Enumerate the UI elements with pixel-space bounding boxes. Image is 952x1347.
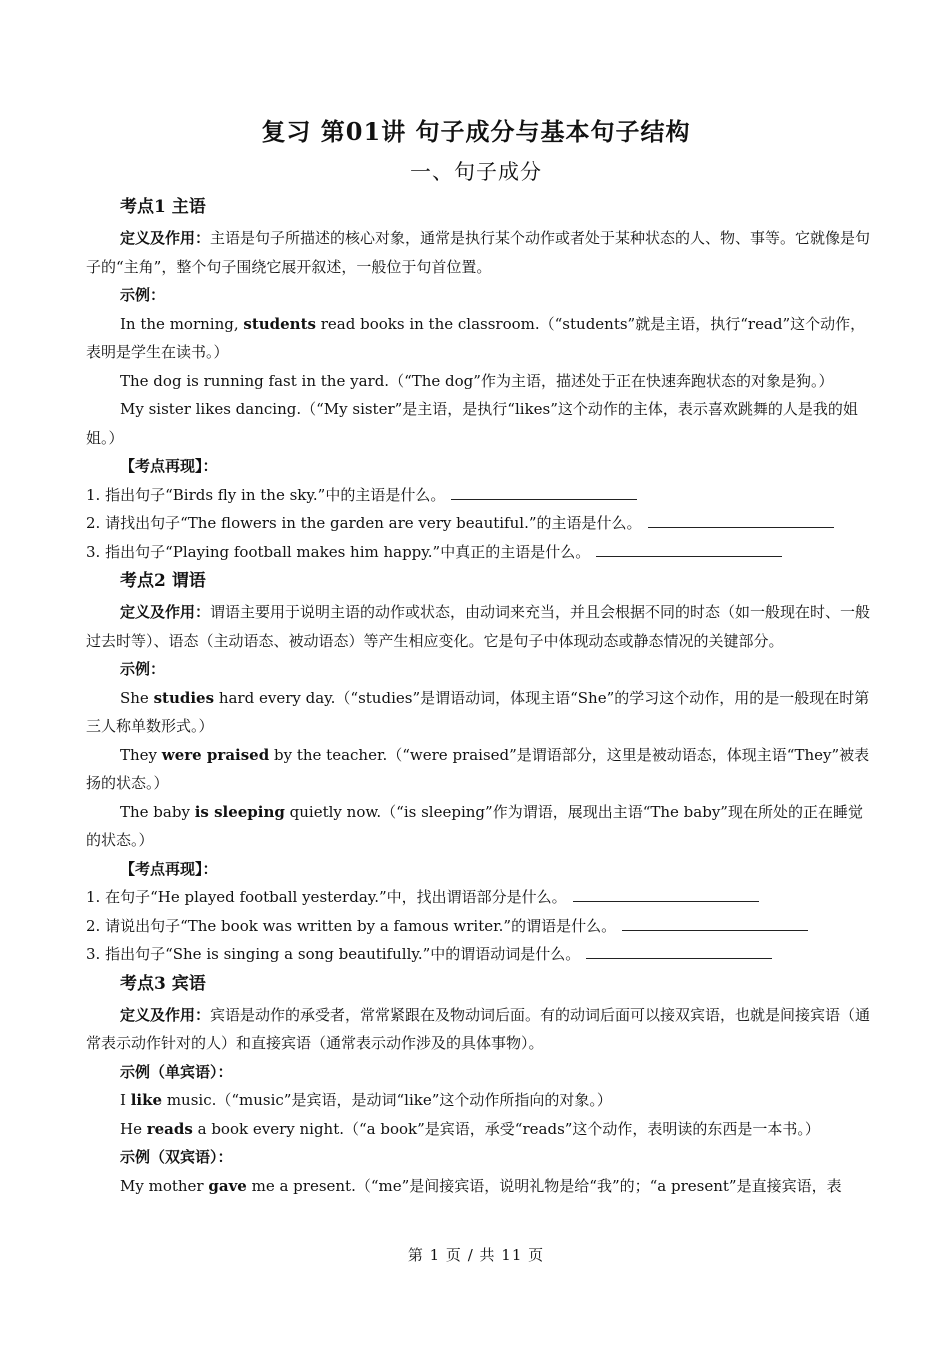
question-text: 2. 请说出句子“The book was written by a famous writer.”的谓语是什么。	[86, 916, 617, 935]
example-label-single: 示例（单宾语）：	[120, 1062, 233, 1081]
example-text: He	[120, 1119, 147, 1138]
review-question	[86, 912, 871, 941]
example-text: My sister likes dancing.（“My sister”是主语，是执行“likes”这个动作的主体，表示喜欢跳舞的人是我的姐姐。）	[86, 400, 858, 447]
question-text: 1. 在句子“He played football yesterday.”中，找出谓语部分是什么。	[86, 888, 567, 906]
kaodian-3-definition	[86, 1001, 871, 1058]
question-text: 2. 请找出句子“The flowers in the garden are very beautiful.”的主语是什么。	[86, 514, 642, 532]
example-text: music.（“music”是宾语，是动词“like”这个动作所指向的对象。）	[162, 1091, 612, 1109]
definition-text: 宾语是动作的承受者，常常紧跟在及物动词后面。有的动词后面可以接双宾语，也就是间接宾语（通常表示动作针对的人）和直接宾语（通常表示动作涉及的具体事物）。	[86, 1005, 871, 1052]
example-text: She	[120, 688, 154, 707]
example-sentence	[86, 367, 871, 396]
example-text: I	[120, 1091, 131, 1109]
example-bold: studies	[153, 688, 215, 707]
definition-label: 定义及作用：	[120, 603, 211, 621]
answer-blank[interactable]	[573, 887, 759, 902]
kaodian-2-definition	[86, 598, 871, 655]
example-text: The baby	[120, 802, 195, 821]
example-sentence	[86, 1086, 871, 1115]
page-title: 复习 第01讲 句子成分与基本句子结构	[261, 117, 691, 146]
kaodian-1-definition	[86, 224, 871, 281]
review-question	[86, 940, 871, 969]
example-sentence	[86, 395, 871, 452]
example-sentence	[86, 684, 871, 741]
section-subtitle: 一、句子成分	[410, 160, 542, 184]
example-bold: gave	[208, 1176, 247, 1195]
answer-blank[interactable]	[586, 944, 772, 959]
example-sentence	[86, 1115, 871, 1144]
answer-blank[interactable]	[622, 916, 808, 931]
review-question	[86, 883, 871, 912]
answer-blank[interactable]	[596, 542, 782, 557]
kaodian-3-heading: 考点3 宾语	[120, 973, 206, 994]
example-bold: like	[130, 1091, 163, 1109]
example-label: 示例：	[120, 660, 166, 678]
review-question	[86, 481, 871, 510]
example-label-double: 示例（双宾语）：	[120, 1148, 233, 1166]
page-footer: 第 1 页 / 共 11 页	[407, 1246, 545, 1264]
question-text: 3. 指出句子“Playing football makes him happy.”中真正的主语是什么。	[86, 542, 591, 561]
kaodian-2-heading: 考点2 谓语	[120, 571, 206, 591]
example-label: 示例：	[120, 286, 166, 304]
answer-blank[interactable]	[648, 513, 834, 528]
page-content	[86, 192, 871, 1200]
example-sentence	[86, 741, 871, 798]
definition-text: 谓语主要用于说明主语的动作或状态，由动词来充当，并且会根据不同的时态（如一般现在时、一般过去时等）、语态（主动语态、被动语态）等产生相应变化。它是句子中体现动态或静态情况的关键部分。	[86, 603, 871, 650]
example-text: The dog is running fast in the yard.（“The dog”作为主语，描述处于正在快速奔跑状态的对象是狗。）	[120, 371, 834, 390]
question-text: 3. 指出句子“She is singing a song beautifully.”中的谓语动词是什么。	[86, 945, 581, 963]
example-bold: were praised	[161, 745, 270, 764]
definition-label: 定义及作用：	[120, 229, 211, 247]
example-bold: students	[243, 314, 316, 333]
kaodian-1-heading: 考点1 主语	[120, 197, 206, 217]
review-question	[86, 509, 871, 538]
definition-text: 主语是句子所描述的核心对象，通常是执行某个动作或者处于某种状态的人、物、事等。它就像是句子的“主角”，整个句子围绕它展开叙述，一般位于句首位置。	[86, 229, 871, 276]
example-text: a book every night.（“a book”是宾语，承受“reads”这个动作，表明读的东西是一本书。）	[192, 1119, 820, 1138]
example-sentence	[86, 1172, 871, 1201]
review-question	[86, 538, 871, 567]
answer-blank[interactable]	[451, 485, 637, 500]
example-bold: reads	[146, 1119, 193, 1138]
example-text: read books in the classroom.（“students”就是主语，执行“read”这个动作，表明是学生在读书。）	[86, 314, 866, 361]
definition-label: 定义及作用：	[120, 1005, 211, 1024]
example-sentence	[86, 310, 871, 367]
question-text: 1. 指出句子“Birds fly in the sky.”中的主语是什么。	[86, 485, 446, 504]
example-sentence	[86, 798, 871, 855]
example-text: hard every day.（“studies”是谓语动词，体现主语“She”的学习这个动作，用的是一般现在时第三人称单数形式。）	[86, 688, 870, 735]
review-label: 【考点再现】：	[120, 457, 218, 475]
example-text: me a present.（“me”是间接宾语，说明礼物是给“我”的；“a present”是直接宾语，表	[246, 1176, 842, 1195]
example-text: by the teacher.（“were praised”是谓语部分，这里是被动语态，体现主语“They”被表扬的状态。）	[86, 745, 870, 792]
example-text: In the morning,	[120, 314, 244, 333]
example-text: quietly now.（“is sleeping”作为谓语，展现出主语“The baby”现在所处的正在睡觉的状态。）	[86, 802, 863, 849]
review-label: 【考点再现】：	[120, 859, 218, 878]
example-text: They	[120, 745, 162, 764]
example-text: My mother	[120, 1176, 209, 1195]
example-bold: is sleeping	[194, 802, 285, 821]
